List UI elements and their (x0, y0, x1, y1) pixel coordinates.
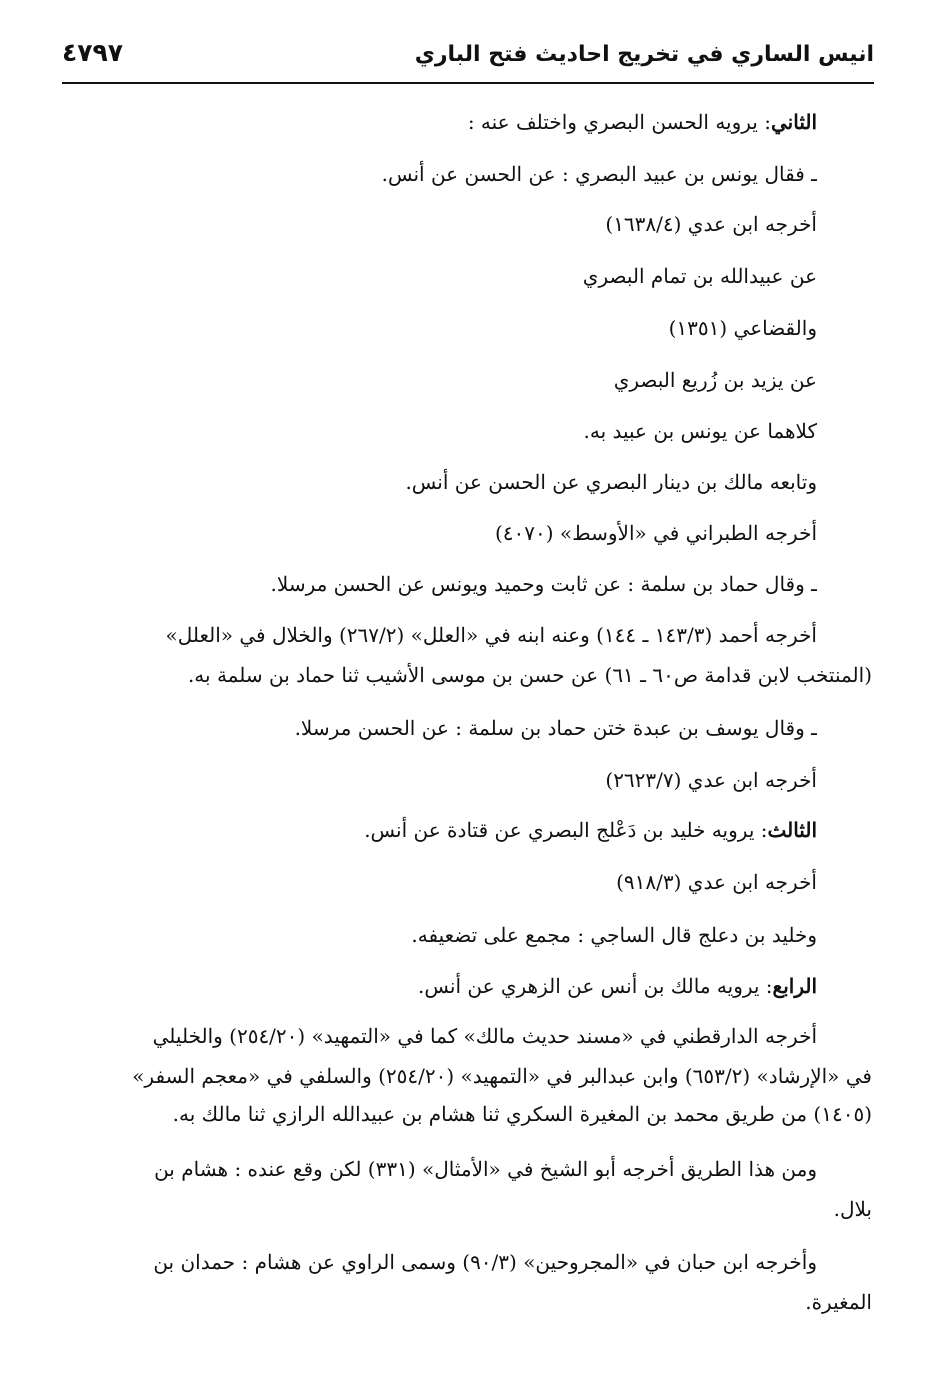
text-line: عن عبيدالله بن تمام البصري (582, 264, 817, 288)
text-line: ـ وقال يوسف بن عبدة ختن حماد بن سلمة : عن الحسن مرسلا. (294, 716, 817, 740)
line-text: : يرويه الحسن البصري واختلف عنه : (467, 110, 771, 134)
text-line: وخليد بن دعلج قال الساجي : مجمع على تضعيفه. (411, 923, 817, 947)
text-line: وأخرجه ابن حبان في «المجروحين» (٩٠/٣) وسمى الراوي عن هشام : حمدان بن (153, 1250, 817, 1274)
text-line: أخرجه الطبراني في «الأوسط» (٤٠٧٠) (494, 521, 817, 545)
line-text: : يرويه خليد بن دَعْلج البصري عن قتادة عن أنس. (364, 818, 768, 842)
page-number: ٤٧٩٧ (62, 38, 124, 67)
text-line: المغيرة. (805, 1290, 872, 1314)
section-label: الثالث (767, 818, 817, 842)
text-line: ـ فقال يونس بن عبيد البصري : عن الحسن عن أنس. (381, 162, 817, 186)
text-line: والقضاعي (١٣٥١) (668, 316, 817, 340)
text-line: أخرجه الدارقطني في «مسند حديث مالك» كما في «التمهيد» (٢٥٤/٢٠) والخليلي (152, 1024, 817, 1048)
text-line: أخرجه ابن عدي (٩١٨/٣) (616, 870, 817, 894)
page-header (62, 36, 874, 76)
text-line (40, 815, 817, 845)
text-line: أخرجه ابن عدي (١٦٣٨/٤) (605, 212, 817, 236)
text-line: عن يزيد بن زُريع البصري (613, 368, 817, 392)
text-line: أخرجه ابن عدي (٢٦٢٣/٧) (605, 768, 817, 792)
section-label: الرابع (772, 974, 817, 998)
text-line: (١٤٠٥) من طريق محمد بن المغيرة السكري ثنا هشام بن عبيدالله الرازي ثنا مالك به. (172, 1102, 872, 1126)
header-rule (62, 82, 874, 84)
text-line: (المنتخب لابن قدامة ص٦٠ ـ ٦١) عن حسن بن موسى الأشيب ثنا حماد بن سلمة به. (187, 663, 872, 687)
text-line: ومن هذا الطريق أخرجه أبو الشيخ في «الأمثال» (٣٣١) لكن وقع عنده : هشام بن (154, 1157, 817, 1181)
text-line (40, 971, 817, 1001)
text-line: كلاهما عن يونس بن عبيد به. (583, 419, 817, 443)
line-text: : يرويه مالك بن أنس عن الزهري عن أنس. (418, 974, 773, 998)
running-title: انيس الساري في تخريج احاديث فتح الباري (414, 42, 874, 67)
text-line: أخرجه أحمد (١٤٣/٣ ـ ١٤٤) وعنه ابنه في «العلل» (٢٦٧/٢) والخلال في «العلل» (165, 623, 817, 647)
text-line (40, 107, 817, 137)
text-line: ـ وقال حماد بن سلمة : عن ثابت وحميد ويونس عن الحسن مرسلا. (270, 572, 817, 596)
text-line: بلال. (833, 1197, 872, 1221)
text-line: وتابعه مالك بن دينار البصري عن الحسن عن أنس. (405, 470, 817, 494)
section-label: الثاني (770, 110, 817, 134)
text-line: في «الإرشاد» (٦٥٣/٢) وابن عبدالبر في «التمهيد» (٢٥٤/٢٠) والسلفي في «معجم السفر» (132, 1064, 872, 1088)
